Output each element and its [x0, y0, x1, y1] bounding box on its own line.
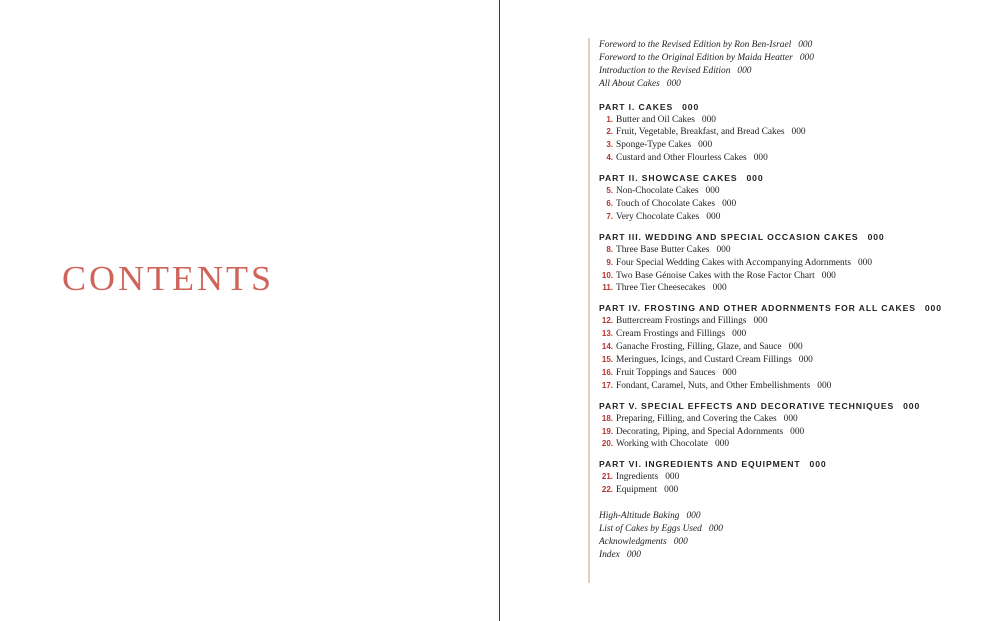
page-number: 000	[732, 329, 747, 340]
page-number: 000	[783, 413, 798, 424]
page-number: 000	[664, 485, 679, 496]
chapter-number: 1.	[606, 114, 613, 124]
part-title: PART II. SHOWCASE CAKES	[599, 173, 738, 184]
page-number: 000	[665, 472, 680, 483]
entry-title: Introduction to the Revised Edition	[599, 65, 731, 76]
chapter-number: 18.	[601, 413, 613, 423]
part-heading	[599, 302, 994, 314]
toc-entry	[599, 52, 994, 65]
table-of-contents	[599, 39, 994, 562]
chapter-number: 11.	[602, 283, 613, 293]
page-number: 000	[708, 524, 723, 535]
page-number: 000	[682, 101, 700, 112]
contents-title: CONTENTS	[62, 258, 274, 298]
toc-entry	[599, 65, 994, 78]
chapter-entry	[599, 484, 994, 497]
chapter-entry	[599, 244, 994, 257]
entry-title: List of Cakes by Eggs Used	[599, 524, 702, 535]
page-number: 000	[698, 140, 713, 151]
part-section	[599, 400, 994, 452]
page-number: 000	[712, 283, 727, 294]
chapter-title: Fondant, Caramel, Nuts, and Other Embellishments	[616, 380, 811, 391]
part-title: PART IV. FROSTING AND OTHER ADORNMENTS FOR ALL CAKES	[599, 303, 916, 314]
left-page	[0, 0, 499, 621]
front-matter	[599, 39, 994, 91]
chapter-number: 2.	[606, 127, 613, 137]
chapter-title: Decorating, Piping, and Special Adornments	[616, 426, 784, 437]
page-number: 000	[817, 380, 832, 391]
chapter-title: Non-Chocolate Cakes	[616, 186, 699, 197]
page-number: 000	[716, 244, 731, 255]
chapter-entry	[599, 315, 994, 328]
chapter-number: 14.	[601, 342, 613, 352]
toc-entry	[599, 39, 994, 52]
page-number: 000	[798, 355, 813, 366]
page-number: 000	[666, 78, 681, 89]
chapter-title: Fruit Toppings and Sauces	[616, 367, 716, 378]
chapter-number: 20.	[601, 439, 613, 449]
chapter-title: Sponge-Type Cakes	[616, 140, 692, 151]
part-section	[599, 302, 994, 392]
page-number: 000	[867, 231, 885, 242]
chapter-entry	[599, 367, 994, 380]
page-number: 000	[924, 303, 942, 314]
toc-entry	[599, 523, 994, 536]
chapter-number: 5.	[606, 186, 613, 196]
chapter-entry	[599, 185, 994, 198]
chapter-number: 16.	[601, 367, 613, 377]
chapter-number: 6.	[606, 199, 613, 209]
entry-title: Foreword to the Original Edition by Maida Heatter	[599, 52, 793, 63]
page-number: 000	[714, 439, 729, 450]
page-number: 000	[746, 173, 764, 184]
entry-title: Foreword to the Revised Edition by Ron Ben-Israel	[599, 40, 792, 50]
chapter-title: Ingredients	[616, 472, 659, 483]
page-number: 000	[791, 127, 806, 138]
part-section	[599, 458, 994, 497]
page-number: 000	[753, 316, 768, 327]
page-number: 000	[857, 257, 873, 268]
chapter-title: Custard and Other Flourless Cakes	[616, 153, 747, 164]
part-section	[599, 172, 994, 224]
part-heading	[599, 101, 994, 113]
chapter-entry	[599, 413, 994, 426]
chapter-entry	[599, 282, 994, 295]
chapter-entry	[599, 270, 994, 283]
chapter-number: 21.	[601, 472, 613, 482]
page-number: 000	[705, 186, 720, 197]
part-title: PART V. SPECIAL EFFECTS AND DECORATIVE TECHNIQUES	[599, 400, 895, 411]
toc-entry	[599, 549, 994, 562]
chapter-title: Meringues, Icings, and Custard Cream Fillings	[616, 355, 792, 366]
chapter-entry	[599, 198, 994, 211]
chapter-entry	[599, 257, 994, 270]
page-number: 000	[809, 459, 827, 470]
chapter-title: Preparing, Filling, and Covering the Cakes	[616, 413, 777, 424]
toc-entry	[599, 510, 994, 523]
chapter-number: 15.	[601, 355, 613, 365]
chapter-title: Fruit, Vegetable, Breakfast, and Bread Cakes	[616, 127, 785, 138]
part-heading	[599, 400, 994, 412]
chapter-title: Two Base Génoise Cakes with the Rose Factor Chart	[616, 270, 815, 281]
entry-title: All About Cakes	[599, 78, 660, 89]
page-number: 000	[722, 199, 737, 210]
chapter-title: Butter and Oil Cakes	[616, 114, 695, 125]
part-title: PART III. WEDDING AND SPECIAL OCCASION CAKES	[599, 231, 859, 242]
chapter-entry	[599, 152, 994, 165]
chapter-title: Three Base Butter Cakes	[616, 244, 710, 255]
page-number: 000	[903, 400, 921, 411]
chapter-title: Equipment	[616, 485, 658, 496]
chapter-title: Cream Frostings and Fillings	[616, 329, 726, 340]
chapter-number: 9.	[606, 257, 613, 267]
chapter-title: Buttercream Frostings and Fillings	[616, 316, 747, 327]
entry-title: High-Altitude Baking	[599, 511, 680, 522]
page-number: 000	[722, 367, 737, 378]
part-title: PART I. CAKES	[599, 101, 674, 112]
chapter-title: Touch of Chocolate Cakes	[616, 199, 716, 210]
page-number: 000	[753, 153, 768, 164]
chapter-number: 17.	[601, 380, 613, 390]
right-page	[500, 0, 1000, 621]
chapter-title: Working with Chocolate	[616, 439, 708, 450]
page-number: 000	[799, 52, 814, 63]
chapter-title: Four Special Wedding Cakes with Accompanying Adornments	[616, 257, 851, 268]
chapter-title: Very Chocolate Cakes	[616, 211, 700, 222]
chapter-entry	[599, 126, 994, 139]
chapter-number: 8.	[606, 244, 613, 254]
page-number: 000	[821, 270, 836, 281]
page-number: 000	[788, 342, 803, 353]
toc-vertical-rule	[588, 38, 590, 583]
chapter-entry	[599, 341, 994, 354]
page-number: 000	[706, 211, 721, 222]
back-matter	[599, 510, 994, 562]
chapter-entry	[599, 211, 994, 224]
chapter-number: 12.	[601, 316, 613, 326]
chapter-entry	[599, 328, 994, 341]
chapter-entry	[599, 438, 994, 451]
chapter-number: 3.	[606, 140, 613, 150]
chapter-number: 7.	[606, 211, 613, 221]
chapter-entry	[599, 354, 994, 367]
chapter-number: 10.	[601, 270, 613, 280]
toc-entry	[599, 536, 994, 549]
page-number: 000	[673, 536, 688, 547]
chapter-number: 4.	[606, 153, 613, 163]
part-title: PART VI. INGREDIENTS AND EQUIPMENT	[599, 459, 801, 470]
entry-title: Index	[599, 549, 620, 560]
page-number: 000	[626, 549, 641, 560]
part-section	[599, 231, 994, 296]
part-section	[599, 101, 994, 166]
page-number: 000	[790, 426, 805, 437]
chapter-entry	[599, 426, 994, 439]
chapter-number: 19.	[601, 426, 613, 436]
part-heading	[599, 231, 994, 243]
chapter-number: 22.	[601, 485, 613, 495]
page-number: 000	[798, 40, 813, 50]
entry-title: Acknowledgments	[599, 536, 667, 547]
part-heading	[599, 458, 994, 470]
chapter-entry	[599, 471, 994, 484]
part-heading	[599, 172, 994, 184]
chapter-entry	[599, 139, 994, 152]
chapter-title: Ganache Frosting, Filling, Glaze, and Sauce	[616, 342, 782, 353]
chapter-entry	[599, 380, 994, 393]
page-number: 000	[701, 114, 716, 125]
chapter-entry	[599, 114, 994, 127]
chapter-title: Three Tier Cheesecakes	[616, 283, 706, 294]
page-number: 000	[686, 511, 701, 522]
page-number: 000	[737, 65, 752, 76]
chapter-number: 13.	[601, 329, 613, 339]
toc-entry	[599, 78, 994, 91]
